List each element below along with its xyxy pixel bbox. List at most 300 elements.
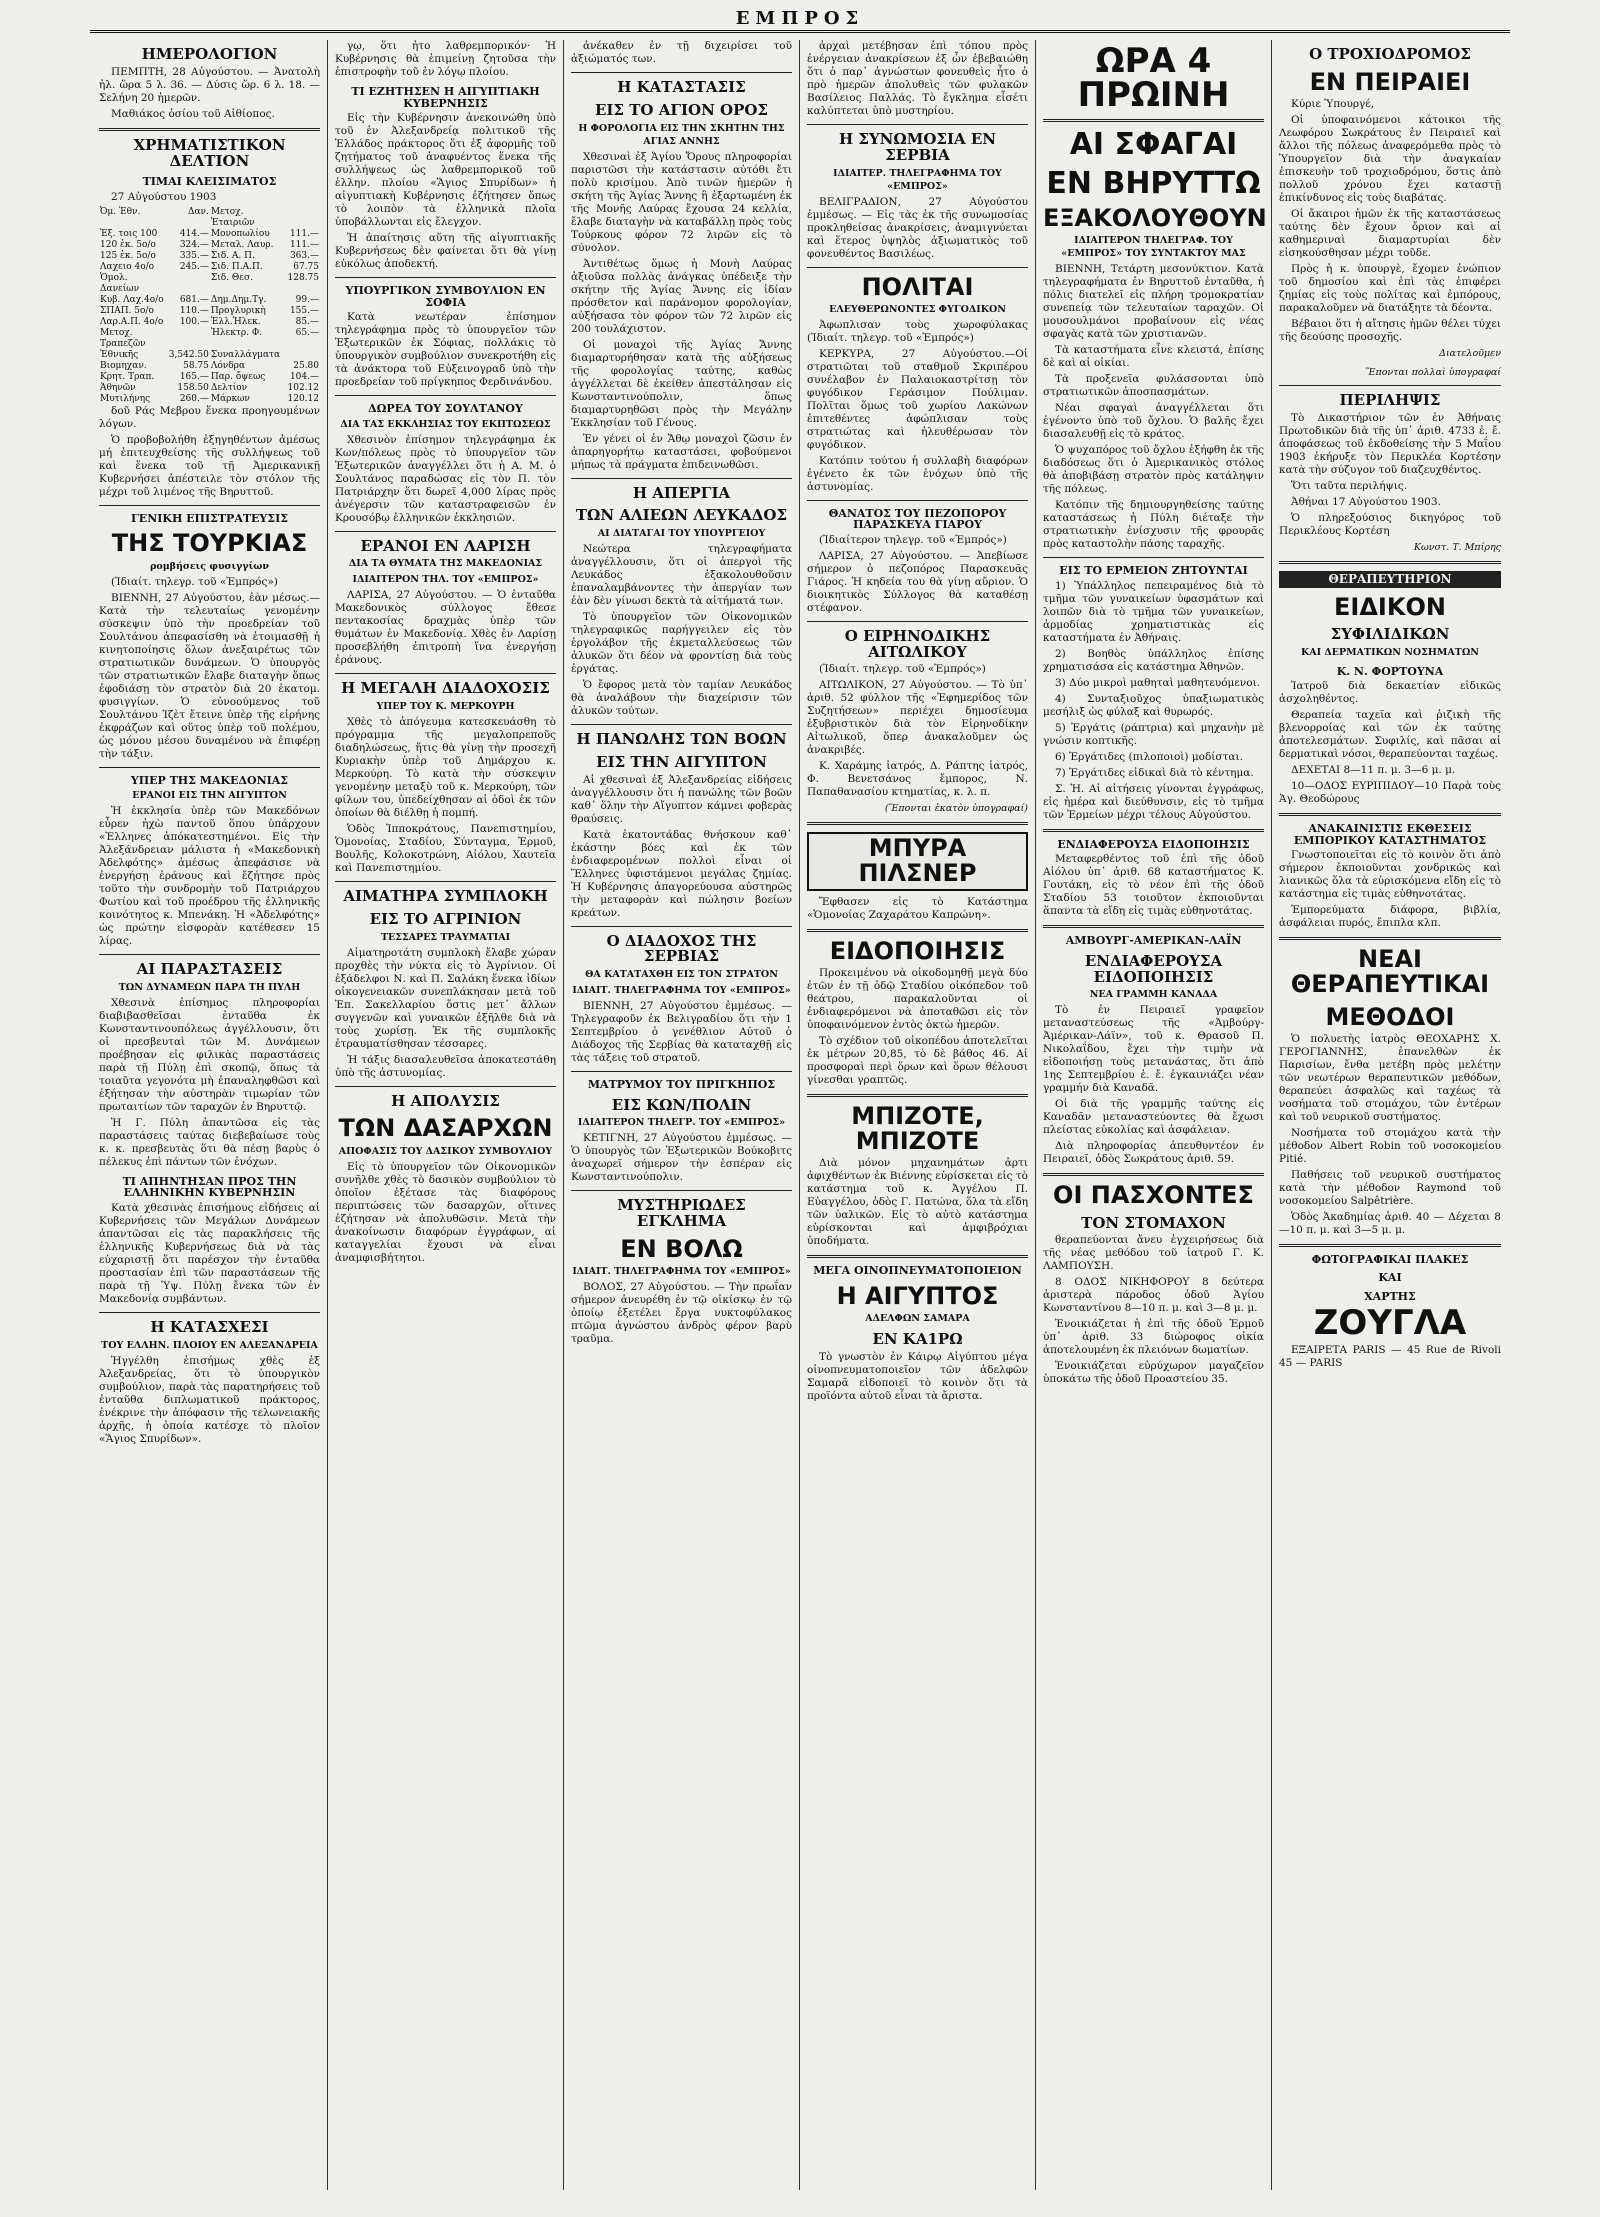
headline: ΝΕΑΙ ΘΕΡΑΠΕΥΤΙΚΑΙ	[1290, 945, 1490, 999]
article-paragraph: ΔΕΧΕΤΑΙ 8—11 π. μ. 3—6 μ. μ.	[1291, 764, 1456, 777]
headline: ΕΝ ΒΗΡΥΤΤΩ	[1046, 165, 1261, 201]
table-cell	[168, 273, 210, 295]
article-paragraph: Ἀθήναι 17 Αὐγούστου 1903.	[1291, 495, 1441, 508]
column-divider	[335, 277, 556, 278]
table-cell: Λαρ.Α.Π. 4ο/ο	[100, 316, 164, 327]
table-cell: 324.—	[179, 239, 209, 250]
article-paragraph: ἀρχαὶ μετέβησαν ἐπὶ τόπου πρὸς ἐνέργειαν ἀνακρίσεων ἐξ ὧν ἐβεβαιώθη ὅτι ὁ παρ᾽ ἀγνώστων φονευθεὶς ἦτο ὁ πρὸ ἡμερῶν ἀπολυθεὶς τῶν φυλακῶν Βασίλειος Παλλάς. Τὸ ἔγκλημα εἶσέτι καλύπτεται ὑπὸ μυστηρίου.	[807, 40, 1028, 117]
table-row	[99, 372, 320, 383]
table-cell: 102.12	[287, 382, 319, 393]
headline: ΤΙΜΑΙ ΚΛΕΙΣΙΜΑΤΟΣ	[142, 175, 277, 189]
headline: ΜΠΙΖΟΤΕ, ΜΠΙΖΟΤΕ	[851, 1101, 984, 1156]
headline: ΧΡΗΜΑΤΙΣΤΙΚΟΝ ΔΕΛΤΙΟΝ	[133, 135, 286, 170]
table-cell: Δελτίον	[210, 382, 248, 393]
article-paragraph: ΠΕΜΠΤΗ, 28 Αὐγούστου. — Ἀνατολὴ ἡλ. ὥρα 5 λ. 36. — Δύσις ὥρ. 6 λ. 18. — Σελήνη 20 ἡμερῶν.	[99, 65, 320, 104]
article-paragraph: ΑΙΤΩΛΙΚΟΝ, 27 Αὐγούστου. — Τὸ ὑπ᾽ ἀριθ. 52 φύλλον τῆς «Ἐφημερίδος τῶν Συζητήσεων» περιέχει δημοσίευμα ἐξυβριστικὸν διὰ τὸν Εἰρηνοδίκην Αἰτωλικοῦ, ὅπερ ἀνακαλοῦμεν ὡς ἀνακριβές.	[807, 679, 1028, 757]
article-paragraph: Οἱ διὰ τῆς γραμμῆς ταύτης εἰς Καναδᾶν μεταναστεύοντες θὰ ἔχωσι πλείστας εὐκολίας καὶ ἀσφάλειαν.	[1043, 1098, 1264, 1137]
column-6	[1272, 40, 1508, 2190]
column-divider	[571, 72, 792, 73]
article-paragraph: Σ. Ἡ. Αἱ αἰτήσεις γίνονται ἐγγράφως, εἰς ἡμέρα καὶ διεύθυνσιν, εἰς τὸ τμῆμα τῶν Ἐρμείων μέχρι τέλους Αὐγούστου.	[1043, 782, 1264, 821]
table-cell: 58.75	[183, 360, 209, 371]
signature-line: Κωνστ. Τ. Μπίρης	[1413, 541, 1501, 553]
headline: ΑΙ ΣΦΑΓΑΙ	[1069, 127, 1238, 162]
large-headline: ΖΟΥΓΛΑ	[1313, 1303, 1467, 1344]
column-divider	[1043, 829, 1264, 832]
article-paragraph: Διὰ πληροφορίας ἀπευθυντέον ἐν Πειραιεῖ, ὁδὸς Σωκράτους ἀριθ. 59.	[1043, 1140, 1264, 1166]
headline: ΠΟΛΙΤΑΙ	[861, 272, 974, 301]
column-divider	[335, 395, 556, 396]
article-paragraph: Αἱ χθεσιναὶ ἐξ Ἀλεξανδρείας εἰδήσεις ἀναγγέλλουσιν ὅτι ἡ πανώλης τῶν βοῶν καθ᾽ ὅλην τὴν Αἴγυπτον κάμνει φοβερὰς θραύσεις.	[571, 773, 792, 825]
subheadline: ΑΔΕΛΦΩΝ ΣΑΜΑΡΑ	[865, 1312, 970, 1324]
subheadline: ΙΔΙΑΙΤΕΡ. ΤΗΛΕΓΡΑΦΗΜΑ ΤΟΥ «ΕΜΠΡΟΣ»	[833, 167, 1002, 192]
headline: ΟΙ ΠΑΣΧΟΝΤΕΣ	[1053, 1181, 1254, 1210]
article-paragraph: Ἐνοικιάζεται ἡ ἐπὶ τῆς ὁδοῦ Ἑρμοῦ ὑπ᾽ ἀριθ. 33 διώροφος οἰκία ἀποτελουμένη ἐκ πλειόνων δωματίων.	[1043, 1318, 1264, 1357]
table-row	[99, 306, 320, 317]
table-cell: Μάρκων	[210, 393, 250, 404]
article-paragraph: Ὁδὸς Ἱπποκράτους, Πανεπιστημίου, Ὁμονοίας, Σταδίου, Σύνταγμα, Ἑρμοῦ, Βουλῆς, Κολοκοτρώνη, Αἰόλου, Χαυτεῖα καὶ Πανεπιστημίου.	[335, 823, 556, 875]
headline: Ο ΔΙΑΔΟΧΟΣ ΤΗΣ ΣΕΡΒΙΑΣ	[606, 931, 757, 966]
article-paragraph: Τὸ σχέδιον τοῦ οἰκοπέδου ἀποτελεῖται ἐκ μέτρων 20,85, τὸ δὲ βάθος 46. Αἱ προσφοραὶ περὶ ὅρων καὶ ὅρων θέλουσι γίνεσθαι γραπτῶς.	[807, 1034, 1028, 1086]
article-paragraph: Οἱ ἄκαιροι ἡμῶν ἐκ τῆς καταστάσεως ταύτης δὲν ἔχουν ὄριον καὶ αἱ καθημεριναὶ διαμαρτυρίαι δὲν εἰσηκούσθησαν μέχρι τοῦδε.	[1279, 207, 1501, 259]
article-paragraph: Κ. Χαράμης ἰατρός, Δ. Ράπτης ἰατρός, Φ. Βενετσάνος ἔμπορος, Ν. Παπαθανασίου κτηματίας, κ. λ. π.	[807, 760, 1028, 799]
subheadline: ΕΡΑΝΟΙ ΕΙΣ ΤΗΝ ΑΙΓΥΠΤΟΝ	[132, 790, 287, 802]
headline: Η ΑΙΓΥΠΤΟΣ	[836, 1281, 999, 1310]
headline: ΕΡΑΝΟΙ ΕΝ ΛΑΡΙΣΗ	[360, 536, 531, 555]
table-cell	[168, 328, 210, 350]
article-paragraph: (Ἰδιαίτ. τηλεγρ. τοῦ «Ἐμπρός»)	[819, 663, 986, 676]
article-paragraph: Νεώτερα τηλεγραφήματα ἀναγγέλλουσιν, ὅτι οἱ ἀπεργοὶ τῆς Λευκάδος ἐξακολουθοῦσιν ἐπαναλαμβάνοντες τὴν ἀπεργίαν των ἐὰν δὲν γίνωσι δεκτὰ τὰ αἰτήματά των.	[571, 543, 792, 607]
article-paragraph: 3) Δύο μικροὶ μαθηταὶ μαθητευόμενοι.	[1055, 676, 1260, 689]
headline: Ο ΕΙΡΗΝΟΔΙΚΗΣ ΑΙΤΩΛΙΚΟΥ	[844, 626, 991, 661]
table-cell: Βιομηχαν.	[100, 360, 147, 371]
signature-line: (Ἕπονται ἑκατὸν ὑπογραφαί)	[884, 803, 1028, 815]
headline: ΤΙ ΕΖΗΤΗΣΕΝ Η ΑΙΓΥΠΤΙΑΚΗ ΚΥΒΕΡΝΗΣΙΣ	[351, 85, 540, 110]
article-paragraph: Ἡ ἐκκλησία ὑπὲρ τῶν Μακεδόνων εὗρεν ἠχὼ παντοῦ ὅπου ὑπάρχουν «Ἑλληνες ἀπόκατεστημένοι. Εἰς τὴν Ἀλεξάνδρειαν μάλιστα ἡ «Μακεδονικὴ Ἀδελφότης» ἀμέσως ἀπεφάσισε νὰ ἐνεργήσῃ ἐράνους καὶ ἔζήτησε πρὸς τοῦτο τὴν συνδρομὴν τοῦ Πατριάρχου Φωτίου καὶ τοῦ προέδρου τῆς ἑλληνικῆς κοινότητος κ. Μπενάκη. Ἡ «Ἀδελφότης» ὡς πρώτην εἰσφορὰν κατέθεσεν 15 λίρας.	[99, 805, 320, 948]
headline: ΕΙΔΟΠΟΙΗΣΙΣ	[829, 936, 1006, 965]
headline: ΤΗΣ ΤΟΥΡΚΙΑΣ	[111, 529, 308, 558]
article-paragraph: ΒΟΛΟΣ, 27 Αὐγούστου. — Τὴν πρωΐαν σήμερον ἀνευρέθη ἐν τῷ οἰκίσκῳ ἐν τῷ ὁποίῳ ἐξετέλει ἔργα νυκτοφύλακος πτῶμα ἀγνώστου ἀνδρὸς φέρον βαρὺ τραῦμα.	[571, 1280, 792, 1345]
table-row	[99, 383, 320, 394]
article-paragraph: Χθεσινὰ ἐπίσημος πληροφορίαι διαβιβασθεῖσαι ἐνταῦθα ἐκ Κωνσταντινουπόλεως ἀγγέλλουσιν, ὅτι οἱ πρεσβευταὶ τῶν Μ. Δυνάμεων προέβησαν εἰς φιλικὰς παραστάσεις παρὰ τῇ Πύλῃ ἐπὶ σκοπῷ, ὅπως τὰ τοιαῦτα γεγονότα μὴ ἐπαναληφθῶσι καὶ ἐξήτησαν τὴν αὐστηρὰν τιμωρίαν τῶν πρωταιτίων τῶν ταραχῶν ἐν Βηρυττῷ.	[99, 996, 320, 1113]
article-paragraph: Ὁ ψυχαπόρος τοῦ ὄχλου ἐξήφθη ἐκ τῆς διαδόσεως ὅτι ὁ Ἀμερικανικὸς στόλος θὰ ἀποβιβάσῃ στρατὸν πρὸς κατάληψιν τῆς πόλεως.	[1043, 444, 1264, 496]
headline: ΤΩΝ ΔΑΣΑΡΧΩΝ	[338, 1114, 553, 1143]
headline: Η ΣΥΝΩΜΟΣΙΑ ΕΝ ΣΕΡΒΙΑ	[838, 130, 997, 164]
table-row	[99, 328, 320, 350]
subheadline: ΑΙ ΔΙΑΤΑΓΑΙ ΤΟΥ ΥΠΟΥΡΓΕΙΟΥ	[597, 528, 766, 539]
article-paragraph: Παθήσεις τοῦ νευρικοῦ συστήματος κατὰ τὴν μέθοδον Raymond τοῦ νοσοκομείου Salpêtrière.	[1279, 1168, 1501, 1207]
table-cell: Ἀθηνῶν	[100, 382, 136, 393]
table-cell: Λόνδρα	[210, 360, 246, 371]
table-cell: 155.—	[289, 305, 319, 316]
article-paragraph: 2) Βοηθὸς ὑπάλληλος ἐπίσης χρηματισάσα εἰς κατάστημα Ἀθηνῶν.	[1043, 647, 1264, 673]
headline: Η ΠΑΝΩΛΗΣ ΤΩΝ ΒΟΩΝ	[576, 730, 787, 748]
article-paragraph: Τὸ ἐν Πειραιεῖ γραφεῖον μεταναστεύσεως τῆς «Ἀμβούργ-Ἀμέρικαν-Λάϊν», τοῦ κ. Θρασοῦ Π. Νικολαΐδου, ἔχει τὴν τιμὴν νὰ εἰδοποιήσῃ τοὺς μετανάστας, ὅτι ἀπὸ 1ης Σεπτεμβρίου ἐ. ἔ. ἐγκαινιάζει νέαν γραμμήν διὰ Καναδᾶ.	[1043, 1004, 1264, 1095]
article-paragraph: Κατὰ χθεσινὰς ἐπισήμους εἰδήσεις αἱ Κυβερνήσεις τῶν Μεγάλων Δυνάμεων ἀπαντῶσαι εἰς τὰς παρακλήσεις τῆς ἑλληνικῆς Κυβερνήσεως διὰ νὰ τὰς εὐχαριστῇ ὅτι παρέσχον τὴν ἐνταῦθα προστασίαν ἐπὶ τῶν παραστάσεων τῆς παρὰ τῇ Ὑψ. Πύλῃ ἔνεκα τῶν ἐν Μακεδονίᾳ συμβάντων.	[99, 1201, 320, 1305]
headline: ΠΕΡΙΛΗΨΙΣ	[1339, 390, 1441, 409]
table-cell: Σιδ. Π.Α.Π.	[210, 261, 263, 272]
headline: ΕΙΣ ΤΟ ΕΡΜΕΙΟΝ ΖΗΤΟΥΝΤΑΙ	[1059, 564, 1248, 578]
column-divider	[1279, 561, 1501, 564]
article-paragraph: Θεραπεία ταχεῖα καὶ ῥιζικὴ τῆς βλενορροίας καὶ τῶν ἐκ ταύτης ἀποτελεσμάτων. Συφιλίς, καὶ πᾶσαι αἱ δερματικαὶ νόσοι, θεραπεύονται ταχέως.	[1279, 709, 1501, 761]
table-cell: Σιδ. Θεσ.	[210, 272, 253, 283]
column-divider	[1043, 925, 1264, 928]
headline: Η ΚΑΤΑΣΤΑΣΙΣ	[617, 78, 746, 96]
article-paragraph: Ἔφθασεν εἰς τὸ Κατάστημα «Ὁμονοίας Ζαχαράτου Καπρώνη».	[807, 895, 1028, 921]
headline: ΜΥΣΤΗΡΙΩΔΕΣ ΕΓΚΛΗΜΑ	[617, 1196, 746, 1231]
table-cell: 25.80	[293, 360, 319, 371]
article-paragraph: ΛΑΡΙΣΑ, 27 Αὐγούστου. — Ὁ ἐνταῦθα Μακεδονικὸς σύλλογος ἔθεσε πεντακοσίας δραχμὰς ὑπὲρ τῶν θυμάτων ἐν Μακεδονίᾳ. Χθὲς ἐν Λαρίσῃ προσεβλήθη ἐπιτροπὴ ἵνα ἐνεργήσῃ ἐράνους.	[335, 589, 556, 667]
table-row	[99, 361, 320, 372]
headline: ΑΙ ΠΑΡΑΣΤΑΣΕΙΣ	[136, 960, 283, 979]
article-paragraph: Τὰ καταστήματα εἶνε κλειστά, ἐπίσης δὲ καὶ αἱ οἰκίαι.	[1043, 344, 1264, 370]
headline: ΔΩΡΕΑ ΤΟΥ ΣΟΥΛΤΑΝΟΥ	[368, 402, 523, 416]
article-paragraph: Ἡ Γ. Πύλη ἀπαντῶσα εἰς τὰς παραστάσεις ταύτας διεβεβαίωσε τοὺς κ. κ. πρεσβευτὰς ὅτι θὰ πέσῃ βαρὺς ὁ πέλεκυς ἐπὶ πάντων τῶν ἐνόχων.	[99, 1116, 320, 1168]
headline: ΤΩΝ ΑΛΙΕΩΝ ΛΕΥΚΑΔΟΣ	[575, 506, 788, 525]
subheadline: ΙΔΙΑΙΤ. ΤΗΛΕΓΡΑΦΗΜΑ ΤΟΥ «ΕΜΠΡΟΣ»	[572, 1265, 791, 1277]
subheadline: ΙΔΙΑΙΤΕΡΟΝ ΤΗΛΕΓΡ. ΤΟΥ «ΕΜΠΡΟΣ»	[577, 1117, 786, 1129]
column-divider	[335, 1086, 556, 1087]
table-cell: 245.—	[179, 261, 209, 272]
headline: ΑΝΑΚΑΙΝΙΣΤΙΣ ΕΚΘΕΣΕΙΣ ΕΜΠΟΡΙΚΟΥ ΚΑΤΑΣΤΗΜΑΤΟΣ	[1293, 822, 1487, 847]
article-paragraph: Βέβαιοι ὅτι ἡ αἴτησις ἡμῶν θέλει τύχει τῆς δεούσης προσοχῆς.	[1279, 317, 1501, 343]
headline: ΓΕΝΙΚΗ ΕΠΙΣΤΡΑΤΕΥΣΙΣ	[131, 511, 288, 525]
article-paragraph: ΚΕΡΚΥΡΑ, 27 Αὐγούστου.—Οἱ στρατιῶται τοῦ σταθμοῦ Σκριπέρου συνέλαβον ἐν Παλαιοκαστρίτσῃ τὸν φυγόδικον Γεράσιμον Πούλιμαν. Πολῖται ὅμως τοῦ χωρίου Λακώνων ἐπιτεθέντες ἀφώπλισαν τοὺς στρατιώτας καὶ ἠλευθέρωσαν τὸν φυγόδικον.	[807, 347, 1028, 451]
headline: ΥΠΟΥΡΓΙΚΟΝ ΣΥΜΒΟΥΛΙΟΝ ΕΝ ΣΟΦΙΑ	[345, 284, 546, 309]
table-cell: 65.—	[295, 327, 319, 338]
headline: ΜΕΘΟΔΟΙ	[1325, 1002, 1455, 1031]
headline: ΑΜΒΟΥΡΓ-ΑΜΕΡΙΚΑΝ-ΛΑΪΝ	[1065, 934, 1242, 948]
table-cell: Κρητ. Τραπ.	[100, 371, 155, 382]
article-paragraph: δοῦ Ράς Μεβρου ἕνεκα προηγουμένων λόγων.	[99, 404, 320, 430]
table-cell: 414.—	[179, 228, 209, 239]
table-cell: Μονοπωλίου	[210, 228, 270, 239]
table-cell: Ἠλεκτρ. Φ.	[210, 327, 263, 338]
headline: ΚΑΙ	[1378, 1271, 1402, 1285]
article-paragraph: ΒΙΕΝΝΗ, Τετάρτη μεσονύκτιον. Κατὰ τηλεγραφήματα ἐν Βηρυττοῦ ἐνταῦθα, ἡ πόλις διατελεῖ εἰς πλήρη τρομοκρατίαν συνεπείᾳ τῶν τελευταίων ταραχῶν. Οἱ μουσουλμάνοι προβαίνουν εἰς νέας σφαγὰς κατὰ τῶν χριστιανῶν.	[1043, 263, 1264, 341]
column-2	[328, 40, 564, 2190]
table-row	[99, 240, 320, 251]
table-cell: Ὀμ. Ἐθν.	[100, 206, 141, 217]
subheadline: ρομβήσεις φυσιγγίων	[150, 560, 269, 572]
headline: ΕΙΣ ΤΗΝ ΑΙΓΥΠΤΟΝ	[596, 752, 767, 771]
article-paragraph: Ὅτι ταῦτα περιλήψις.	[1291, 479, 1408, 492]
headline: ΕΝ ΒΟΛΩ	[620, 1234, 743, 1263]
article-paragraph: 10—ΟΔΟΣ ΕΥΡΙΠΙΔΟΥ—10 Παρὰ τοὺς Ἁγ. Θεοδώρους	[1279, 780, 1501, 806]
column-divider	[807, 621, 1028, 622]
table-row	[99, 317, 320, 328]
article-paragraph: ΒΕΛΙΓΡΑΔΙΟΝ, 27 Αὐγούστου ἐμμέσως. — Εἰς τὰς ἐκ τῆς συνωμοσίας προκληθείσας ἀνακρίσεις, ἀναμιγνύεται καὶ ἕτερος ὑψηλὸς ἀξιωματικὸς τοῦ φονευθέντος Βασιλέως.	[807, 195, 1028, 260]
subheadline: ΤΟΥ ΕΛΛΗΝ. ΠΛΟΙΟΥ ΕΝ ΑΛΕΞΑΝΔΡΕΙΑ	[101, 1339, 318, 1351]
price-table	[99, 207, 320, 405]
article-paragraph: ΕΞΑΙΡΕΤΑ PARIS — 45 Rue de Rivoli 45 — PARIS	[1279, 1344, 1501, 1370]
column-divider	[99, 128, 320, 131]
subheadline: ΙΔΙΑΙΤΕΡΟΝ ΤΗΛΕΓΡΑΦ. ΤΟΥ «ΕΜΠΡΟΣ» ΤΟΥ ΣΥΝΤΑΚΤΟΥ ΜΑΣ	[1061, 235, 1246, 260]
article-paragraph: θεραπεύονται ἄνευ ἐγχειρήσεως διὰ τῆς νέας μεθόδου τοῦ ἰατροῦ Γ. Κ. ΛΑΜΠΟΥΣΗ.	[1043, 1234, 1264, 1273]
column-4	[800, 40, 1036, 2190]
article-paragraph: Ἐμπορεύματα διάφορα, βιβλία, ἀσφάλειαι πυρός, ἔπιπλα κλπ.	[1279, 904, 1501, 930]
article-paragraph: Πρὸς ἡ κ. ὑπουργὲ, ἔχομεν ἐνώπιον τοῦ δημοσίου καὶ ἐπὶ τὰς ἐπιφέρει ζημίας εἰς τοὺς πολίτας καὶ ἐμπόρους, παρακαλοῦμεν νὰ διατάξητε τὰ δέοντα.	[1279, 262, 1501, 314]
article-paragraph: (Ἰδιαίτ. τηλεγρ. τοῦ «Ἐμπρός»)	[111, 575, 278, 588]
column-divider	[1043, 557, 1264, 558]
table-cell: 125 ἐκ. 5ο/ο	[100, 250, 156, 261]
table-cell: 67.75	[293, 261, 319, 272]
headline: ΗΜΕΡΟΛΟΓΙΟΝ	[141, 45, 278, 63]
table-cell: Κυβ. Λαχ.4ο/ο	[100, 294, 164, 305]
column-divider	[99, 767, 320, 768]
table-cell: Προγλυρικὴ	[210, 305, 266, 316]
table-cell: Ὁμολ. Δανείων	[100, 272, 140, 294]
article-paragraph: Νοσήματα τοῦ στομάχου κατὰ τὴν μέθοδον Albert Robin τοῦ νοσοκομείου Pitié.	[1279, 1126, 1501, 1165]
column-1	[92, 40, 328, 2190]
table-cell: 128.75	[287, 272, 319, 283]
table-row	[99, 273, 320, 295]
column-divider	[1279, 385, 1501, 386]
signature-line: Ἕπονται πολλαὶ ὑπογραφαί	[1365, 366, 1501, 378]
headline: Η ΜΕΓΑΛΗ ΔΙΑΔΟΧΟΣΙΣ	[341, 679, 550, 698]
article-paragraph: Αἱματηροτάτη συμπλοκὴ ἔλαβε χώραν προχθὲς τὴν νύκτα εἰς τὸ Ἀγρίνιον. Οἱ ἐξάδελφοι Ν. καὶ Π. Σαλάκη ἕνεκα ἰδίων οἰκογενειακῶν συνεπλάκησαν μετὰ τοῦ Ἐπ. Σακελλαρίου ὅστις μετ᾽ ἄλλων συγγενῶν καὶ γυναικῶν ἐξῆλθε διὰ νὰ τοὺς χωρίσῃ. Ἐκ τῆς συμπλοκῆς ἐτραυματίσθησαν τέσσαρες.	[335, 946, 556, 1050]
article-paragraph: 4) Συνταξιοῦχος ὑπαξιωματικὸς μεσήλιξ ὡς φύλαξ καὶ θυρωρός.	[1043, 692, 1264, 718]
article-paragraph: Οἱ ὑποφαινόμενοι κάτοικοι τῆς Λεωφόρου Σωκράτους ἐν Πειραιεῖ καὶ ἄλλοι τῆς πόλεως ἀναφερόμεθα πρὸς τὸ Ὑπουργεῖον διὰ τὴν ἀναγκαίαν ἐπισκευὴν τοῦ τροχιοδρόμου, ὅστις ἀπὸ πολλοῦ χρόνου ἔχει καταστῇ ἐπικίνδυνος εἰς τοὺς διαβάτας.	[1279, 113, 1501, 204]
headline: ΤΟΝ ΣΤΟΜΑΧΟΝ	[1081, 1213, 1226, 1232]
headline: ΧΑΡΤΗΣ	[1364, 1289, 1416, 1303]
column-divider	[1279, 813, 1501, 816]
table-cell: Μεταλ. Λαυρ.	[210, 239, 274, 250]
article-paragraph: ΒΙΕΝΝΗ, 27 Αὐγούστου ἐμμέσως. — Τηλεγραφοῦν ἐκ Βελιγραδίου ὅτι τὴν 1 Σεπτεμβρίου ὁ γενέθλιον Αὐτοῦ ὁ Διάδοχος τῆς Σερβίας θὰ καταταχθῇ εἰς τὰς τάξεις τοῦ στρατοῦ.	[571, 1000, 792, 1064]
table-cell: 110.—	[179, 305, 209, 316]
column-divider	[807, 267, 1028, 268]
headline: Η ΑΠΟΛΥΣΙΣ	[391, 1091, 500, 1110]
table-cell: Λαχειο 4ο/ο	[100, 261, 155, 272]
column-divider	[99, 505, 320, 506]
table-cell: 99.—	[295, 294, 319, 305]
article-paragraph: Ὁ πολυετὴς ἰατρὸς ΘΕΟΧΑΡΗΣ Χ. ΓΕΡΟΓΙΑΝΝΗΣ, ἐπανελθὼν ἐκ Παρισίων, ἔνθα μετέβη πρὸς μελέτην τῶν νεωτέρων θεραπευτικῶν μεθόδων, θεραπεύει ἀσφαλῶς καὶ ταχέως τὰ νοσήματα τοῦ στομάχου, τῶν ἐντέρων καὶ τοῦ νευρικοῦ συστήματος.	[1279, 1032, 1501, 1123]
article-paragraph: Εἰς τὸ ὑπουργεῖον τῶν Οἰκονομικῶν συνῆλθε χθὲς τὸ δασικὸν συμβούλιον τὸ ὁποῖον ἐξέτασε τὰς διαφόρους περιπτώσεις τῶν δασαρχῶν, οἵτινες ἐζήτησαν νὰ ἀπολυθῶσιν. Μετὰ τὴν ἀνακοίνωσιν διαφόρων ἐγγράφων, αἱ καταγγελίαι ἔχουσι νὰ εἶναι ἀναμφισβήτητοι.	[335, 1160, 556, 1264]
article-paragraph: Κατόπιν τούτου ἡ συλλαβὴ διαφόρων ἐγένετο ἐκ τῶν ἐνόχων ὑπὸ τῆς ἀστυνομίας.	[807, 454, 1028, 493]
column-divider	[807, 1255, 1028, 1258]
column-divider	[807, 822, 1028, 825]
headline: ΕΙΔΙΚΟΝ	[1334, 592, 1446, 621]
headline: Η ΚΑΤΑΣΧΕΣΙ	[150, 1317, 269, 1336]
headline: ΦΩΤΟΓΡΑΦΙΚΑΙ ΠΛΑΚΕΣ	[1311, 1252, 1469, 1266]
headline: Η ΑΠΕΡΓΙΑ	[632, 483, 731, 502]
article-paragraph: Ὁ ἔφορος μετὰ τὸν ταμίαν Λευκάδος θὰ ἀναλάβουν τὴν διαχείρισιν τῶν ἀλυκῶν τούτων.	[571, 679, 792, 717]
headline: ΕΝΔΙΑΦΕΡΟΥΣΑ ΕΙΔΟΠΟΙΗΣΙΣ	[1084, 951, 1223, 986]
table-cell: Σιδ. Α. Π.	[210, 250, 255, 261]
article-paragraph: Ὁδὸς Ἀκαδημίας ἀριθ. 40 — Δέχεται 8—10 π. μ. καὶ 3—5 μ. μ.	[1279, 1210, 1501, 1236]
table-cell: 111.—	[289, 228, 319, 239]
article-paragraph: Χθὲς τὸ ἀπόγευμα κατεσκευάσθη τὸ πρόγραμμα τῆς μεγαλοπρεποῦς διαδηλώσεως, ἥτις θὰ γίνῃ τὴν προσεχῆ Κυριακὴν ὑπὲρ τοῦ Δημάρχου κ. Μερκούρη. Τὸ κατὰ τὴν σύσκεψιν γενομένην μεταξὺ τοῦ κ. Μερκούρη, τῶν φίλων του, ὑπεδείχθησαν αἱ ὁδοὶ ἐκ τῶν ὁποίων θὰ διέλθῃ ἡ πομπή.	[335, 716, 556, 820]
article-paragraph: Προκειμένου νὰ οἰκοδομηθῇ μεγὰ δύο ἐτῶν ἐν τῇ ὁδῷ Σταδίου οἰκόπεδον τοῦ θεάτρου, παρακαλοῦνται οἱ ἐνδιαφερόμενοι νὰ ἀποταθῶσι εἰς τὸν ὑποφαινόμενον ἐντὸς ὀκτὼ ἡμερῶν.	[807, 966, 1028, 1031]
article-paragraph: Ὁ πληρεξούσιος δικηγόρος τοῦ Περικλέους Κορτέση	[1279, 511, 1501, 537]
subheadline: ΔΙΑ ΤΑΣ ΕΚΚΛΗΣΙΑΣ ΤΟΥ ΕΚΠΤΩΣΕΩΣ	[340, 418, 551, 430]
column-divider	[807, 124, 1028, 125]
table-cell: 165.—	[179, 371, 209, 382]
article-paragraph: Νέαι σφαγαὶ ἀναγγέλλεται ὅτι ἐγένοντο ὑπὸ τοῦ ὄχλου. Ὁ βαλῆς ἔχει διασαλευθῇ εἰς τὸ κράτος.	[1043, 402, 1264, 441]
column-divider	[99, 954, 320, 955]
table-cell: Μετοχ. Τραπεζῶν	[100, 327, 146, 349]
article-paragraph: Ἡ τάξις διασαλευθεῖσα ἀποκατεστάθη ὑπὸ τῆς ἀστυνομίας.	[335, 1053, 556, 1079]
table-cell: 158.50	[177, 382, 209, 393]
table-cell: 363.—	[289, 250, 319, 261]
article-paragraph: Κατόπιν τῆς δημιουργηθείσης ταύτης καταστάσεως ἡ Πύλη διέταξε τὴν στρατιωτικὴν ἐνίσχυσιν τῆς φρουρᾶς πρὸς καταστολὴν πάσης ταραχῆς.	[1043, 499, 1264, 551]
article-paragraph: Ὁ προβοβολήθη ἐξηγηθέντων ἀμέσως μή ἐπιτευχθείσης τῆς συλλήψεως τοῦ καὶ ἕνεκα τοῦ τῇ Ἀμερικανικῇ Κυβερνήσει ἀπέστειλε τὸν στόλον τῆς μέχρι τοῦ λιμένος τῆς Βηρυττοῦ.	[99, 433, 320, 498]
article-paragraph: 5) Ἐργάτις (ράπτρια) καὶ μηχανὴν μὲ γνώσιν κοπτικῆς.	[1043, 721, 1264, 747]
table-cell: Παρ. ὄψεως	[210, 371, 266, 382]
table-cell: 335.—	[179, 250, 209, 261]
column-divider	[571, 724, 792, 725]
headline: ΕΝΔΙΑΦΕΡΟΥΣΑ ΕΙΔΟΠΟΙΗΣΙΣ	[1057, 837, 1250, 851]
column-divider	[1279, 1244, 1501, 1247]
column-divider	[99, 1312, 320, 1313]
table-row	[99, 207, 320, 229]
article-paragraph: ἀνέκαθεν ἐν τῇ διχειρίσει τοῦ ἀξιώματός των.	[571, 40, 792, 65]
table-row	[99, 251, 320, 262]
table-cell: Ἐξ. τοις 100	[100, 228, 158, 239]
column-divider	[571, 926, 792, 927]
banner-strip: ΘΕΡΑΠΕΥΤΗΡΙΟΝ	[1279, 571, 1501, 588]
table-cell: Μυτιλήνης	[100, 393, 151, 404]
article-paragraph: Μεταφερθέντος τοῦ ἐπὶ τῆς ὁδοῦ Αἰόλου ὑπ᾽ ἀριθ. 68 καταστήματος Κ. Γουτάκη, εἰς τὸ νέον ἐπὶ τῆς ὁδοῦ Σταδίου 53 τοιοῦτον ἐκποιοῦνται ἅπαντα τὰ εἴδη εἰς τιμὰς εὐθηνοτάτας.	[1043, 853, 1264, 918]
article-paragraph: ΚΕΤΙΓΝΗ, 27 Αὐγούστου ἐμμέσως. — Ὁ ὑπουργὸς τῶν Ἐξωτερικῶν Βούκοβιτς ἀναχωρεῖ σήμερον τὴν ἑσπέραν εἰς Κωνσταντινούπολιν.	[571, 1132, 792, 1184]
column-divider	[571, 478, 792, 479]
subheadline: ΝΕΑ ΓΡΑΜΜΗ ΚΑΝΑΔΑ	[1089, 989, 1218, 1001]
article-paragraph: 6) Ἐργάτιδες (πιλοποιοὶ) μοδίσται.	[1055, 750, 1243, 763]
article-paragraph: (Ἰδιαίτερον τηλεγρ. τοῦ «Ἐμπρός»)	[819, 533, 1007, 546]
column-divider	[335, 673, 556, 674]
subheadline: ΔΙΑ ΤΑ ΘΥΜΑΤΑ ΤΗΣ ΜΑΚΕΔΟΝΙΑΣ	[348, 558, 543, 570]
table-cell	[286, 350, 320, 361]
table-cell: 111.—	[289, 239, 319, 250]
article-paragraph: 27 Αὐγούστου 1903	[111, 190, 217, 203]
article-paragraph: Ἀφωπλισαν τοὺς χωροφύλακας (Ἰδιαίτ. τηλεγρ. τοῦ «Ἐμπρός»)	[807, 318, 1028, 344]
subheadline: ΤΩΝ ΔΥΝΑΜΕΩΝ ΠΑΡΑ ΤΗ ΠΥΛΗ	[118, 981, 301, 993]
subheadline: ΥΠΕΡ ΤΟΥ Κ. ΜΕΡΚΟΥΡΗ	[376, 701, 515, 713]
subheadline: ΑΠΟΦΑΣΙΣ ΤΟΥ ΔΑΣΙΚΟΥ ΣΥΜΒΟΥΛΙΟΥ	[338, 1145, 553, 1157]
column-divider	[807, 500, 1028, 501]
column-divider	[1043, 1173, 1264, 1176]
column-divider	[1279, 937, 1501, 940]
table-cell: 120.12	[287, 393, 319, 404]
article-paragraph: Ἠγγέλθη ἐπισήμως χθὲς ἐξ Ἀλεξανδρείας, ὅτι τὸ ὑπουργικὸν συμβούλιον, παρὰ τὰς παρατηρήσεις τοῦ ἐνταῦθα διπλωματικοῦ πράκτορος, ἐνέκρινε τὴν ἀπόφασιν τῆς τελωνειακῆς ἀρχῆς, ἡ ὁποία κατέσχε τὸ πλοῖον «Ἅγιος Σπυρίδων».	[99, 1354, 320, 1445]
article-paragraph: 8 ΟΔΟΣ ΝΙΚΗΦΟΡΟΥ 8 δεύτερα ἀριστερὰ πάροδος ὁδοῦ Ἁγίου Κωνσταντίνου 8—10 π. μ. καὶ 3—8 μ. μ.	[1043, 1276, 1264, 1315]
article-paragraph: Εἰς τὴν Κυβέρνησιν ἀνεκοινώθη ὑπὸ τοῦ ἐν Ἀλεξανδρείᾳ πολιτικοῦ τῆς Ἑλλάδος πράκτορος ὅτι ἐξ ἀφορμῆς τοῦ ζητήματος τοῦ ἀναφυέντος ἕνεκα τῆς συλλήψεως ὡς λαθρεμπορικοῦ τοῦ ἑλλην. πλοίου «Ἅγιος Σπυρίδων» ἡ αἰγυπτιακὴ Κυβέρνησις ἐζήτησεν ὅπως τὸ λοιπὸν τὰ ἑλληνικὰ πλοῖα ὑποβάλλωνται εἰς ἔλεγχον.	[335, 112, 556, 229]
subheadline: ΚΑΙ ΔΕΡΜΑΤΙΚΩΝ ΝΟΣΗΜΑΤΩΝ	[1301, 646, 1479, 658]
table-cell: 85.—	[295, 316, 319, 327]
table-cell: Συναλλάγματα	[210, 349, 281, 360]
headline: ΑΙΜΑΤΗΡΑ ΣΥΜΠΛΟΚΗ	[343, 887, 548, 906]
article-paragraph: Ἰατροῦ διὰ δεκαετίαν εἰδικῶς ἀσχοληθέντος.	[1279, 680, 1501, 706]
article-paragraph: Ἐνοικιάζεται εὐρύχωρον μαγαζεῖον ὑποκάτω τῆς ὁδοῦ Προαστείου 35.	[1043, 1360, 1264, 1386]
article-paragraph: ΛΑΡΙΣΑ, 27 Αὐγούστου. — Ἀπεβίωσε σήμερον ὁ πεζοπόρος Παρασκευᾶς Γιάρος. Ἡ κηδεία του θὰ γίνῃ αὔριον. Ὁ διοικητικὸς Σύλλογος θὰ καταθέσῃ στέφανον.	[807, 549, 1028, 614]
table-cell: 100.—	[179, 316, 209, 327]
article-paragraph: Διὰ μόνον μηχανημάτων ἀρτι ἀφιχθέντων ἐκ Βιέννης εὑρίσκεται εἰς τὸ κατάστημα τοῦ κ. Ἀγγέλου Π. Εὐαγγέλου, ὁδὸς Γ. Πατώνα, ὅλα τὰ εἴδη τῶν ὑαλικῶν. Εἰς τὸ αὐτὸ κατάστημα εὑρίσκονται καὶ ἀμφιβρόχιαι ὑποδήματα.	[807, 1157, 1028, 1248]
boxed-advertisement: ΜΠΥΡΑ ΠΙΛΣΝΕΡ	[807, 832, 1028, 890]
headline: ΤΙ ΑΠΗΝΤΗΣΑΝ ΠΡΟΣ ΤΗΝ ΕΛΛΗΝΙΚΗΝ ΚΥΒΕΡΝΗΣΙΝ	[122, 1174, 297, 1200]
column-divider	[807, 929, 1028, 932]
column-divider	[335, 881, 556, 882]
table-cell: ΣΠΑΠ. 5ο/ο	[100, 305, 154, 316]
signature-line: Διατελοῦμεν	[1439, 347, 1501, 359]
subheadline: Η ΦΟΡΟΛΟΓΙΑ ΕΙΣ ΤΗΝ ΣΚΗΤΗΝ ΤΗΣ ΑΓΙΑΣ ΑΝΝΗΣ	[578, 122, 785, 147]
article-paragraph: Τὰ προξενεῖα φυλάσσονται ὑπὸ στρατιωτικῶν ἀποσπασμάτων.	[1043, 373, 1264, 399]
article-paragraph: Χθεσινὸν ἐπίσημον τηλεγράφημα ἐκ Κων/πόλεως πρὸς τὸ ὑπουργεῖον τῶν Ἐξωτερικῶν ἀναγγέλλει ὅτι ἡ Α. Μ. ὁ Σουλτάνος παραδώσας εἰς τὸν Π. τὸν Πατριάρχην ὅτι δωρεῖ 4,000 λίρας πρὸς ἀνέγερσιν τῶν καταστραφεισῶν ἐν Κρουσόβῳ ἑλληνικῶν ἐκκλησιῶν.	[335, 433, 556, 524]
article-paragraph: Τὸ ὑπουργεῖον τῶν Οἰκονομικῶν τηλεγραφικῶς παρήγγειλεν εἰς τὸν ἐργολάβον τῆς ἐκμεταλλεύσεως τῶν ἀλυκῶν ὅτι δέον νὰ φροντίσῃ διὰ τοὺς ἐργάτας.	[571, 611, 792, 675]
headline: ΥΠΕΡ ΤΗΣ ΜΑΚΕΔΟΝΙΑΣ	[130, 773, 289, 787]
article-paragraph: 7) Ἐργάτιδες εἰδικαὶ διὰ τὸ κέντημα.	[1055, 766, 1254, 779]
headline: Ο ΤΡΟΧΙΟΔΡΟΜΟΣ	[1309, 45, 1471, 63]
headline: ΕΝ ΚΑ1ΡΩ	[872, 1329, 963, 1348]
headline: Κ. Ν. ΦΟΡΤΟΥΝΑ	[1336, 664, 1444, 678]
table-cell	[286, 207, 320, 229]
column-divider	[571, 1071, 792, 1072]
headline: ΣΥΦΙΛΙΔΙΚΩΝ	[1330, 624, 1450, 643]
table-cell: 120 ἐκ. 5ο/ο	[100, 239, 156, 250]
table-cell: 3,542.50	[168, 349, 209, 360]
large-headline: ΩΡΑ 4 ΠΡΩΙΝΗ	[1077, 41, 1230, 115]
article-paragraph: Χθεσιναὶ ἐξ Ἁγίου Ὄρους πληροφορίαι παριστῶσι τὴν κατάστασιν αὐτόθι ἔτι πολὺ κρισίμου. Ἀπὸ τινῶν ἡμερῶν ἡ σκήτη τῆς Ἁγίας Ἄννης ἢ ἐξαρτωμένη ἐκ τῆς Μονῆς Λαύρας ἔχουσα 24 κελλία, ἔλαβε διαταγὴν νὰ καταβάλλῃ πρὸς τοὺς Τούρκους φόρον 72 λιρῶν εἰς τὸ σύνολον.	[571, 150, 792, 254]
headline: ΕΙΣ ΤΟ ΑΓΡΙΝΙΟΝ	[369, 909, 522, 928]
article-paragraph: Κατὰ νεωτέραν ἐπίσημον τηλεγράφημα πρὸς τὸ ὑπουργεῖον τῶν Ἐξωτερικῶν ἐκ Σόφιας, πολλάκις τὸ ὑπουργικὸν συμβούλιον συνεκροτήθη εἰς τὰ ἀνάκτορα τοῦ Εὐξεινογραδ ὑπὸ τὴν προεδρείαν τοῦ πρίγκηπος Φερδινάνδου.	[335, 311, 556, 389]
table-cell: 104.—	[289, 371, 319, 382]
article-paragraph: ΒΙΕΝΝΗ, 27 Αὐγούστου, ἐὰν μέσως.—Κατὰ τὴν τελευταίως γενομένην σύσκεψιν ὑπὸ τὴν προεδρείαν τοῦ Σουλτάνου ἀπεφασίσθη νὰ ἑτοιμασθῇ ἡ κινητοποίησις ὅλων ἀνεξαιρέτως τῶν στρατιωτικῶν δυνάμεων. Ὁ ὑπουργὸς τῶν στρατιωτικῶν ἔλαβε διαταγὴν ὅπως ἐφοδιάσῃ τὸν στρατὸν διὰ 20 ἑκατομ. φυσιγγίων. Ὁ εὐνοούμενος τοῦ Σουλτάνου Ἰζὲτ ἔτεινε ὑπὲρ τῆς εἰρήνης ἐκφράζων καὶ οὕτος ὑπὲρ τοῦ πολέμου, ὡς μόνου μέσου δυναμένου νὰ ἐπιφέρῃ τὴν τάξιν.	[99, 591, 320, 760]
newspaper-columns	[92, 40, 1508, 2190]
article-paragraph: Κύριε Ὑπουργέ,	[1291, 97, 1375, 110]
subheadline: ΕΛΕΥΘΕΡΩΝΟΝΤΕΣ ΦΥΓΟΔΙΚΟΝ	[829, 303, 1006, 315]
subheadline: ΙΔΙΑΙΤΕΡΟΝ ΤΗΛ. ΤΟΥ «ΕΜΠΡΟΣ»	[352, 574, 539, 586]
table-cell: Ἐθνικῆς	[100, 349, 139, 360]
article-paragraph: Κατὰ ἑκατοντάδας θνήσκουν καθ᾽ ἑκάστην βόες καὶ ἐκ τῶν ἐνδιαφερομένων πολλοὶ εἶναι οἱ Ἕλληνες ὑφιστάμενοι μεγάλας ζημίας. Ἡ Κυβέρνησις ἀπαγορεύουσα αὐστηρῶς τὴν μεταφορὰν καὶ πώλησιν βοείων κρεάτων.	[571, 828, 792, 919]
article-paragraph: Μαθιάκος ὁσίου τοῦ Αἰθίοπος.	[111, 107, 275, 120]
subheadline: ΘΑ ΚΑΤΑΤΑΧΘΗ ΕΙΣ ΤΟΝ ΣΤΡΑΤΟΝ	[585, 969, 778, 980]
article-paragraph: 1) Ὑπάλληλος πεπειραμένος διὰ τὸ τμῆμα τῶν γυναικείων ὑφασμάτων καὶ λοιπῶν διὰ τὸ τμῆμα τῶν γυναικείων, ἀρμοδίας χρηματιστικὰς εἰς καταστήματα ἐν Ἀθήναις.	[1043, 579, 1264, 644]
headline: ΕΝ ΠΕΙΡΑΙΕΙ	[1309, 67, 1471, 96]
headline: ΕΙΣ ΤΟ ΑΓΙΟΝ ΟΡΟΣ	[594, 100, 769, 119]
column-divider	[807, 1094, 1028, 1097]
headline: ΕΙΣ ΚΩΝ/ΠΟΛΙΝ	[611, 1095, 752, 1114]
table-cell: Ἑλλ.Ἠλεκ.	[210, 316, 261, 327]
article-paragraph: Τὸ Δικαστήριον τῶν ἐν Ἀθήναις Πρωτοδικῶν διὰ τῆς ὑπ᾽ ἀριθ. 4733 ἐ. ἔ. ἀποφάσεως τοῦ ἐκδοθείσης τὴν 5 Μαΐου 1903 ἐκήρυξε τὸν Περικλέα Κορτέσην κατὰ τὴν σύζυγον τοῦ διαζευχθέντος.	[1279, 411, 1501, 476]
column-divider	[571, 1190, 792, 1191]
article-paragraph: Τὸ γνωστὸν ἐν Κάιρῳ Αἰγύπτου μέγα οἰνοπνευματοποιεῖον τῶν ἀδελφῶν Σαμαρᾶ εἰδοποιεῖ τὸ κοινὸν ὅτι τὰ προϊόντα αὐτοῦ εἶναι τὰ ἄριστα.	[807, 1350, 1028, 1402]
column-divider	[1043, 119, 1264, 122]
table-cell: 260.—	[179, 393, 209, 404]
table-row	[99, 262, 320, 273]
table-cell: Δημ.Δημ.Τγ.	[210, 294, 267, 305]
headline: ΜΕΓΑ ΟΙΝΟΠΝΕΥΜΑΤΟΠΟΙΕΙΟΝ	[813, 1264, 1022, 1278]
table-row	[99, 394, 320, 405]
column-3	[564, 40, 800, 2190]
article-paragraph: γῳ, ὅτι ἦτο λαθρεμπορικόν· Ἡ Κυβέρνησις θὰ ἐπιμείνῃ ζητοῦσα τὴν ἐπιστροφὴν τοῦ ἐν λόγῳ πλοίου.	[335, 40, 556, 78]
subheadline: ΤΕΣΣΑΡΕΣ ΤΡΑΥΜΑΤΙΑΙ	[380, 931, 511, 943]
table-row	[99, 295, 320, 306]
table-row	[99, 229, 320, 240]
article-paragraph: Οἱ μοναχοὶ τῆς Ἁγίας Ἄννης διαμαρτυρήθησαν κατὰ τῆς αὐξήσεως τῆς φορολογίας ταύτης, καθὼς ἀγγέλλεται δὲ ἐκείθεν ἀπεστάλησαν εἰς Κωνσταντινούπολιν, ὅπως διαμαρτυρηθῶσι πρὸς τὴν Μεγάλην Ἐκκλησίαν τοῦ Γένους.	[571, 338, 792, 429]
table-cell: Μετοχ. Ἑταιριῶν	[210, 206, 255, 228]
headline: ΜΑΤΡΥΜΟΥ ΤΟΥ ΠΡΙΓΚΗΠΟΣ	[587, 1078, 776, 1091]
table-cell: 681.—	[179, 294, 209, 305]
table-row	[99, 350, 320, 361]
table-cell: Δαν.	[187, 206, 209, 217]
article-paragraph: Ἐν γένει οἱ ἐν Ἄθῳ μοναχοὶ ζῶσιν ἐν ἀπαρηγορήτῳ καταστάσει, φοβούμενοι μήπως τὰ πράγματα ἐπιδεινωθῶσι.	[571, 432, 792, 471]
column-5	[1036, 40, 1272, 2190]
article-paragraph: Ἡ ἀπαίτησις αὕτη τῆς αἰγυπτιακῆς Κυβερνήσεως δὲν φαίνεται ὅτι θὰ γίνῃ εὐκόλως ἀποδεκτή.	[335, 232, 556, 271]
article-paragraph: Ἀντιθέτως ὅμως ἡ Μονὴ Λαύρας ἀξιοῦσα πολλὰς ἀνάγκας ὑπέδειξε τὴν σκήτην τῆς Ἁγίας Ἄννης εἰς ἰδίαν πρόσθετον καὶ παράνομον φορολογίαν, αὐξήσασα τὸν φόρον τῶν 72 λιρῶν εἰς 200 τουλάχιστον.	[571, 257, 792, 335]
subheadline: ΙΔΙΑΙΤ. ΤΗΛΕΓΡΑΦΗΜΑ ΤΟΥ «ΕΜΠΡΟΣ»	[572, 985, 791, 996]
masthead: ΕΜΠΡΟΣ	[90, 8, 1510, 33]
column-divider	[335, 531, 556, 532]
headline: ΕΞΑΚΟΛΟΥΘΟΥΝ	[1043, 204, 1267, 232]
article-paragraph: Γνωστοποιεῖται εἰς τὸ κοινὸν ὅτι ἀπὸ σήμερον ἐκποιοῦνται χονδρικῶς καὶ λιανικῶς ὅλα τὰ εὑρισκόμενα εἴδη εἰς τὸ κατάστημα εἰς τιμὰς εὐθηνοτάτας.	[1279, 849, 1501, 901]
